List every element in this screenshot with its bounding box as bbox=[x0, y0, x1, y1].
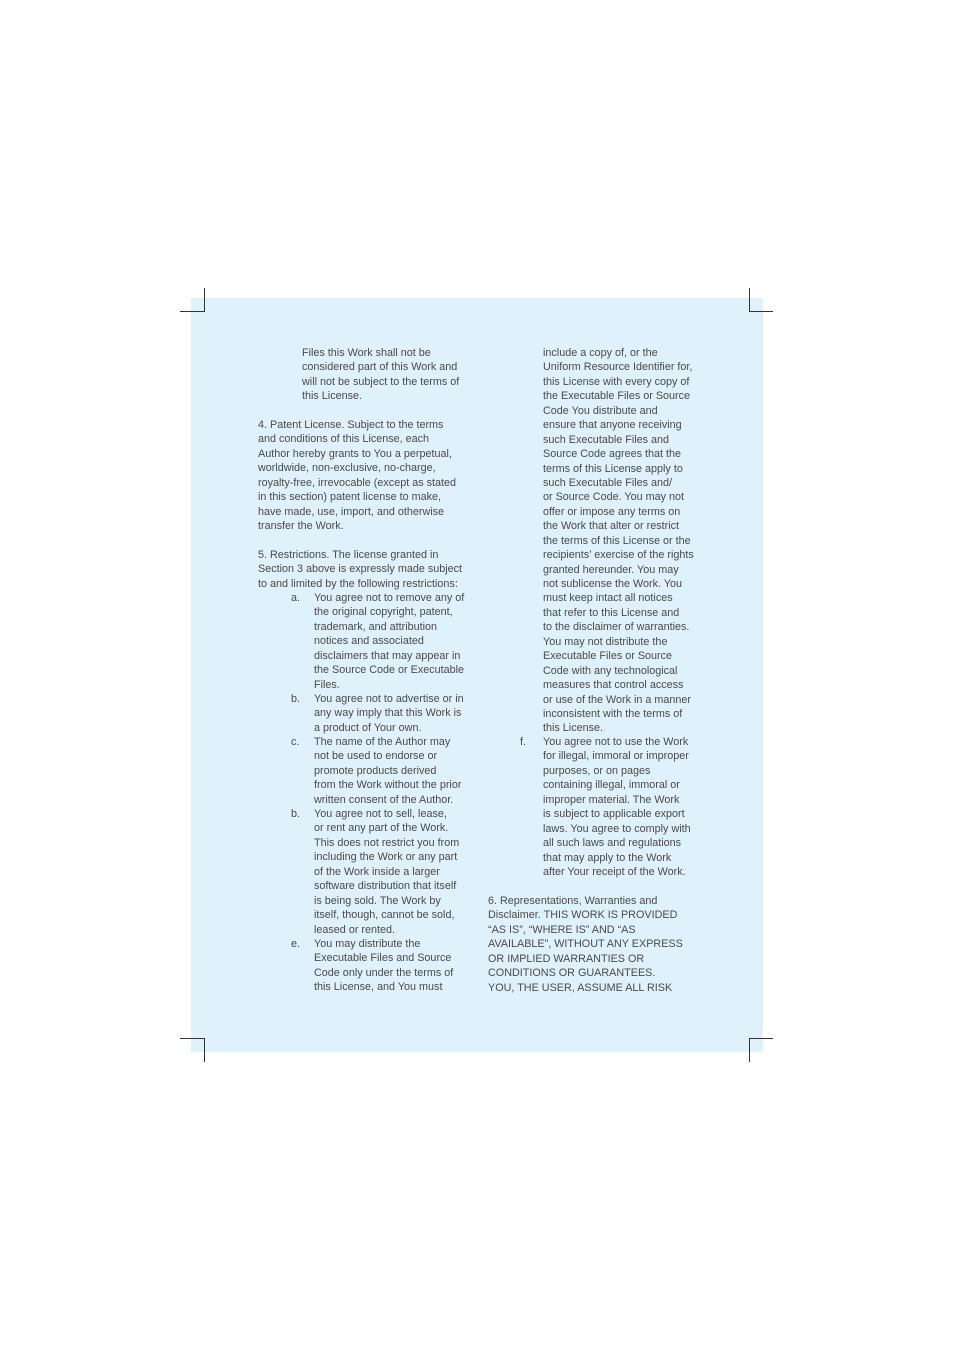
text-line: the terms of this License or the bbox=[543, 534, 691, 547]
restriction-item-a bbox=[314, 591, 464, 692]
crop-mark-top-right-horizontal bbox=[749, 311, 773, 312]
text-line: worldwide, non-exclusive, no-charge, bbox=[258, 462, 436, 475]
text-line: such Executable Files and/ bbox=[543, 476, 673, 489]
section-4-patent-license bbox=[258, 418, 456, 534]
text-line: for illegal, immoral or improper bbox=[543, 750, 689, 763]
section-6-representations-warranties bbox=[488, 894, 683, 995]
text-line: software distribution that itself bbox=[314, 880, 457, 893]
text-line: Code You distribute and bbox=[543, 404, 658, 417]
text-line: trademark, and attribution bbox=[314, 620, 438, 633]
text-line: from the Work without the prior bbox=[314, 779, 462, 792]
text-line: containing illegal, immoral or bbox=[543, 779, 680, 792]
text-line: is being sold. The Work by bbox=[314, 894, 441, 907]
restriction-item-b bbox=[314, 692, 464, 735]
restriction-item-f bbox=[543, 735, 691, 879]
text-line: Files. bbox=[314, 678, 340, 691]
text-line: the original copyright, patent, bbox=[314, 606, 453, 619]
text-line: You agree not to use the Work bbox=[543, 736, 689, 748]
text-line: itself, though, cannot be sold, bbox=[314, 909, 455, 922]
list-marker: a. bbox=[291, 592, 301, 604]
list-marker: f. bbox=[520, 736, 526, 748]
text-line: all such laws and regulations bbox=[543, 837, 682, 850]
text-line: not sublicense the Work. You bbox=[543, 578, 683, 590]
text-line: promote products derived bbox=[314, 764, 437, 777]
text-line: purposes, or on pages bbox=[543, 764, 651, 777]
text-line: this License. bbox=[302, 390, 363, 403]
text-line: Code with any technological bbox=[543, 664, 678, 677]
text-line: Code only under the terms of bbox=[314, 966, 454, 979]
text-line: is subject to applicable export bbox=[543, 808, 685, 821]
text-line: This does not restrict you from bbox=[314, 836, 460, 849]
list-marker: b. bbox=[291, 693, 301, 705]
text-line: written consent of the Author. bbox=[314, 793, 454, 806]
crop-mark-top-left-vertical bbox=[204, 288, 205, 312]
restriction-item-c bbox=[314, 735, 461, 807]
list-marker: e. bbox=[291, 938, 301, 950]
text-line: including the Work or any part bbox=[314, 851, 458, 864]
text-line: in this section) patent license to make, bbox=[258, 491, 442, 504]
section-5-restrictions bbox=[258, 548, 462, 591]
text-line: ensure that anyone receiving bbox=[543, 419, 682, 432]
text-line: disclaimers that may appear in bbox=[314, 649, 461, 662]
text-line: CONDITIONS OR GUARANTEES. bbox=[488, 967, 656, 980]
text-line: “AS IS”, “WHERE IS” AND “AS bbox=[488, 923, 636, 936]
text-line: 5. Restrictions. The license granted in bbox=[258, 549, 439, 561]
text-line: Disclaimer. THIS WORK IS PROVIDED bbox=[488, 909, 678, 922]
text-line: after Your receipt of the Work. bbox=[543, 865, 686, 878]
crop-mark-bottom-left-vertical bbox=[204, 1038, 205, 1062]
crop-mark-top-right-vertical bbox=[749, 288, 750, 312]
crop-mark-bottom-right-horizontal bbox=[749, 1038, 773, 1039]
text-line: laws. You agree to comply with bbox=[543, 822, 691, 835]
text-line: Source Code agrees that the bbox=[543, 448, 682, 461]
text-line: that refer to this License and bbox=[543, 606, 680, 619]
text-line: not be used to endorse or bbox=[314, 750, 438, 763]
text-line: Uniform Resource Identifier for, bbox=[543, 361, 693, 374]
text-line: YOU, THE USER, ASSUME ALL RISK bbox=[488, 981, 673, 994]
text-line: measures that control access bbox=[543, 679, 684, 692]
text-line: Author hereby grants to You a perpetual, bbox=[258, 447, 452, 460]
text-line: granted hereunder. You may bbox=[543, 563, 679, 576]
text-line: offer or impose any terms on bbox=[543, 505, 681, 518]
text-line: have made, use, import, and otherwise bbox=[258, 505, 445, 518]
crop-mark-top-left-horizontal bbox=[180, 311, 204, 312]
text-line: Executable Files or Source bbox=[543, 650, 673, 663]
text-line: a product of Your own. bbox=[314, 721, 422, 734]
text-line: Executable Files and Source bbox=[314, 952, 452, 965]
text-line: Section 3 above is expressly made subject bbox=[258, 563, 463, 576]
text-line: must keep intact all notices bbox=[543, 592, 673, 605]
text-line: The name of the Author may bbox=[314, 736, 451, 748]
restriction-item-e bbox=[314, 937, 453, 995]
list-marker: b. bbox=[291, 808, 301, 820]
crop-mark-bottom-left-horizontal bbox=[180, 1038, 204, 1039]
text-line: You agree not to remove any of bbox=[314, 592, 465, 604]
text-line: or rent any part of the Work. bbox=[314, 822, 449, 835]
text-line: such Executable Files and bbox=[543, 433, 670, 446]
text-line: improper material. The Work bbox=[543, 793, 680, 806]
text-line: Files this Work shall not be bbox=[302, 347, 431, 359]
text-line: that may apply to the Work bbox=[543, 851, 672, 864]
text-line: to and limited by the following restrictions: bbox=[258, 577, 458, 590]
text-line: this License, and You must bbox=[314, 981, 443, 994]
text-line: considered part of this Work and bbox=[302, 361, 458, 374]
text-line: the Source Code or Executable bbox=[314, 664, 465, 677]
text-line: royalty-free, irrevocable (except as stated bbox=[258, 476, 457, 489]
text-line: the Work that alter or restrict bbox=[543, 520, 680, 533]
text-line: this License with every copy of bbox=[543, 375, 690, 388]
text-line: You may not distribute the bbox=[543, 635, 668, 648]
text-line: transfer the Work. bbox=[258, 520, 344, 533]
text-line: will not be subject to the terms of bbox=[302, 375, 460, 388]
text-line: or Source Code. You may not bbox=[543, 491, 685, 504]
text-line: leased or rented. bbox=[314, 923, 396, 936]
text-line: include a copy of, or the bbox=[543, 347, 658, 359]
text-line: this License. bbox=[543, 722, 604, 735]
text-line: terms of this License apply to bbox=[543, 462, 683, 475]
list-marker: c. bbox=[291, 736, 300, 748]
crop-mark-bottom-right-vertical bbox=[749, 1038, 750, 1062]
text-line: inconsistent with the terms of bbox=[543, 707, 683, 720]
text-line: to the disclaimer of warranties. bbox=[543, 621, 690, 634]
text-line: of the Work inside a larger bbox=[314, 865, 440, 878]
text-line: You agree not to sell, lease, bbox=[314, 808, 447, 820]
text-line: 6. Representations, Warranties and bbox=[488, 895, 658, 907]
text-line: any way imply that this Work is bbox=[314, 707, 462, 720]
restriction-item-d bbox=[314, 807, 459, 937]
text-line: AVAILABLE”, WITHOUT ANY EXPRESS bbox=[488, 938, 683, 951]
text-line: notices and associated bbox=[314, 635, 424, 648]
text-line: You agree not to advertise or in bbox=[314, 693, 464, 705]
text-line: and conditions of this License, each bbox=[258, 433, 430, 446]
text-line: You may distribute the bbox=[314, 938, 421, 950]
text-line: 4. Patent License. Subject to the terms bbox=[258, 419, 444, 431]
text-line: or use of the Work in a manner bbox=[543, 693, 692, 706]
text-line: the Executable Files or Source bbox=[543, 390, 691, 403]
text-line: recipients’ exercise of the rights bbox=[543, 549, 694, 562]
continuation-paragraph bbox=[302, 346, 459, 404]
restriction-item-e-continued bbox=[543, 346, 694, 736]
text-line: OR IMPLIED WARRANTIES OR bbox=[488, 952, 645, 965]
